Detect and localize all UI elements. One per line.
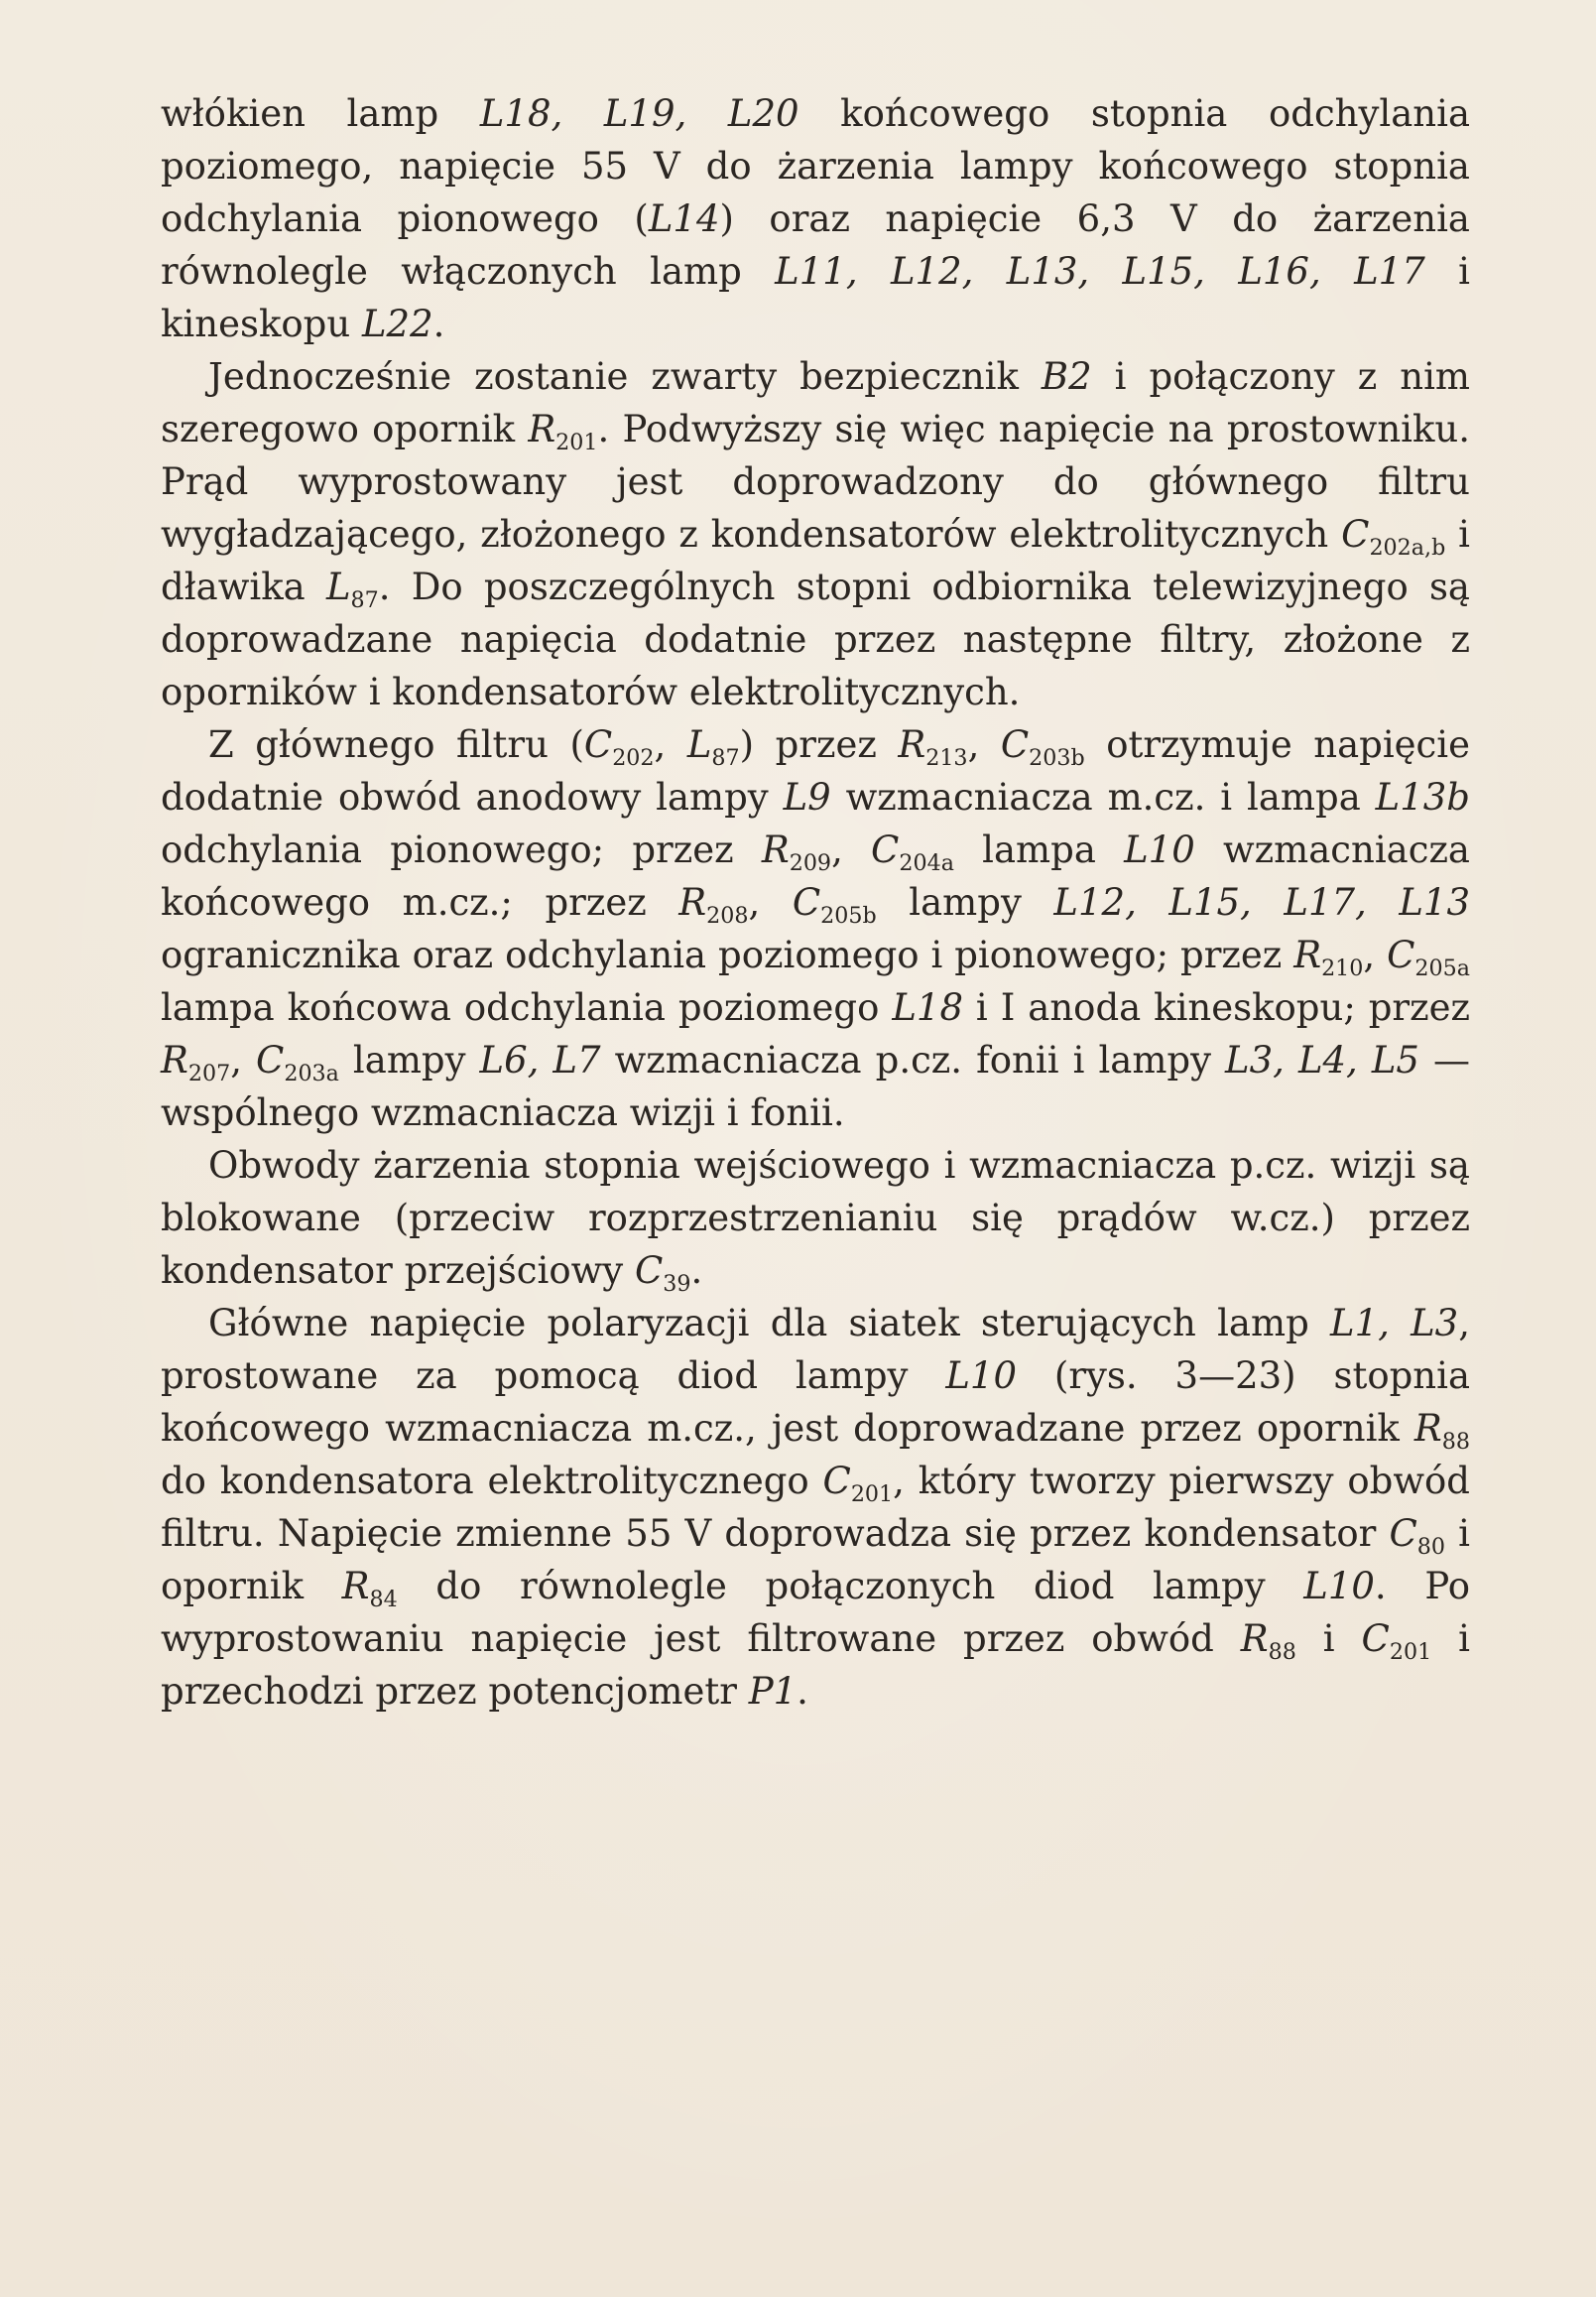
text-run: , [967, 723, 1001, 766]
paragraph-2 [161, 350, 1470, 718]
symbol-label: R [528, 408, 556, 450]
symbol-label: L [686, 723, 712, 766]
symbol-label: L [325, 566, 351, 608]
text-run: do równolegle połączonych diod lampy [397, 1565, 1304, 1607]
symbol-label: C [256, 1039, 285, 1082]
text-run: , który tworzy pierwszy obwód filtru. Napięcie zmienne 55 V doprowadza się przez kondensator [161, 1460, 1470, 1555]
text-run: wzmacniacza p.cz. fonii i lampy [600, 1039, 1226, 1082]
symbol-label: C [1387, 934, 1415, 976]
text-run: lampy [876, 881, 1054, 924]
symbol-label: R [898, 723, 926, 766]
text-run: Z głównego filtru ( [208, 723, 584, 766]
text-run: i dławika [161, 513, 1470, 608]
symbol-label: C [583, 723, 613, 766]
subscript-index: 202 [612, 744, 655, 771]
symbol-label: R [1240, 1617, 1269, 1660]
subscript-index: 204a [899, 849, 954, 876]
text-run: Jednocześnie zostanie zwarty bezpiecznik [208, 355, 1042, 398]
symbol-label: L18, L19, L20 [479, 92, 799, 135]
text-run: lampa [953, 829, 1125, 871]
symbol-label: C [1389, 1512, 1417, 1555]
subscript-index: 207 [187, 1060, 231, 1086]
paragraph-5 [161, 1297, 1470, 1718]
subscript-index: 201 [850, 1480, 894, 1507]
text-run: odchylania pionowego; przez [161, 829, 762, 871]
subscript-index: 205b [820, 902, 877, 929]
symbol-label: L3, L4, L5 [1225, 1039, 1419, 1082]
paragraph-4 [161, 1139, 1470, 1297]
text-run: , [831, 829, 872, 871]
text-run: wzmacniacza końcowego m.cz.; przez [161, 829, 1470, 924]
subscript-index: 39 [663, 1270, 691, 1297]
symbol-label: L6, L7 [479, 1039, 601, 1082]
text-run: (rys. 3—23) stopnia końcowego wzmacniacza m.cz., jest doprowadzane przez opornik [161, 1354, 1471, 1450]
text-run: i [1295, 1617, 1362, 1660]
subscript-index: 208 [706, 902, 749, 929]
symbol-label: L18 [892, 986, 963, 1029]
symbol-label: R [1413, 1407, 1442, 1450]
text-run: . Podwyższy się więc napięcie na prostowniku. Prąd wyprostowany jest doprowadzony do głównego filtru wygładzającego, złożonego z kondensatorów elektrolitycznych [161, 408, 1470, 556]
text-run: — wspólnego wzmacniacza wizji i fonii. [161, 1039, 1470, 1134]
text-run: wzmacniacza m.cz. i lampa [830, 776, 1376, 819]
text-run: do kondensatora elektrolitycznego [161, 1460, 823, 1502]
text-run: i opornik [161, 1512, 1470, 1607]
symbol-label: P1 [748, 1670, 798, 1713]
symbol-label: C [1361, 1617, 1390, 1660]
symbol-label: L10 [1124, 829, 1195, 871]
symbol-label: R [341, 1565, 370, 1607]
symbol-label: L12, L15, L17, L13 [1053, 881, 1470, 924]
symbol-label: C [822, 1460, 851, 1502]
text-run: ) przez [739, 723, 899, 766]
symbol-label: L11, L12, L13, L15, L16, L17 [775, 250, 1425, 293]
symbol-label: L14 [648, 197, 720, 240]
text-run: . [690, 1249, 703, 1292]
subscript-index: 203a [284, 1060, 339, 1086]
text-run: otrzymuje napięcie dodatnie obwód anodowy lampy [161, 723, 1470, 819]
symbol-label: B2 [1041, 355, 1092, 398]
symbol-label: C [1341, 513, 1370, 556]
symbol-label: C [634, 1249, 664, 1292]
body-text [161, 87, 1470, 1718]
text-run: i połączony z nim szeregowo opornik [161, 355, 1470, 450]
subscript-index: 80 [1416, 1533, 1445, 1560]
text-run: lampa końcowa odchylania poziomego [161, 986, 893, 1029]
subscript-index: 205a [1414, 955, 1470, 981]
text-run: , [1363, 934, 1388, 976]
symbol-label: L10 [1303, 1565, 1375, 1607]
subscript-index: 87 [350, 586, 379, 613]
symbol-label: L1, L3 [1330, 1302, 1459, 1344]
subscript-index: 87 [711, 744, 740, 771]
text-run: , [748, 881, 793, 924]
text-run: Główne napięcie polaryzacji dla siatek sterujących lamp [208, 1302, 1330, 1344]
text-run: włókien lamp [161, 92, 480, 135]
text-run: końcowego stopnia odchylania poziomego, napięcie 55 V do żarzenia lampy końcowego stopnia odchylania pionowego ( [161, 92, 1471, 240]
text-run: ogranicznika oraz odchylania poziomego i pionowego; przez [161, 934, 1294, 976]
subscript-index: 88 [1441, 1428, 1470, 1455]
subscript-index: 202a,b [1369, 534, 1446, 561]
subscript-index: 88 [1268, 1638, 1296, 1665]
text-run: ) oraz napięcie 6,3 V do żarzenia równolegle włączonych lamp [161, 197, 1470, 293]
text-run: i kineskopu [161, 250, 1470, 345]
text-run: lampy [338, 1039, 480, 1082]
subscript-index: 209 [789, 849, 832, 876]
subscript-index: 201 [1389, 1638, 1432, 1665]
text-run: i I anoda kineskopu; przez [962, 986, 1470, 1029]
symbol-label: L13b [1375, 776, 1470, 819]
subscript-index: 201 [555, 429, 598, 455]
text-run: . [797, 1670, 808, 1713]
text-run: . Do poszczególnych stopni odbiornika telewizyjnego są doprowadzane napięcia dodatnie przez następne filtry, złożone z oporników i kondensatorów elektrolitycznych. [161, 566, 1470, 713]
subscript-index: 203b [1029, 744, 1085, 771]
symbol-label: R [161, 1039, 188, 1082]
text-run: . Po wyprostowaniu napięcie jest filtrowane przez obwód [161, 1565, 1470, 1660]
paragraph-3 [161, 718, 1470, 1139]
symbol-label: R [761, 829, 790, 871]
symbol-label: L22 [361, 303, 433, 345]
text-run: , [654, 723, 687, 766]
text-run: , prostowane za pomocą diod lampy [161, 1302, 1470, 1397]
symbol-label: R [1293, 934, 1322, 976]
text-run: Obwody żarzenia stopnia wejściowego i wzmacniacza p.cz. wizji są blokowane (przeciw rozprzestrzenianiu się prądów w.cz.) przez kondensator przejściowy [161, 1144, 1470, 1292]
symbol-label: L9 [783, 776, 831, 819]
symbol-label: C [792, 881, 821, 924]
subscript-index: 213 [925, 744, 968, 771]
paragraph-1 [161, 87, 1470, 350]
symbol-label: C [871, 829, 900, 871]
symbol-label: C [1000, 723, 1030, 766]
subscript-index: 210 [1321, 955, 1364, 981]
text-run: , [230, 1039, 257, 1082]
text-run: . [432, 303, 445, 345]
symbol-label: L10 [945, 1354, 1017, 1397]
subscript-index: 84 [369, 1586, 398, 1612]
symbol-label: R [678, 881, 707, 924]
text-run: i przechodzi przez potencjometr [161, 1617, 1470, 1713]
